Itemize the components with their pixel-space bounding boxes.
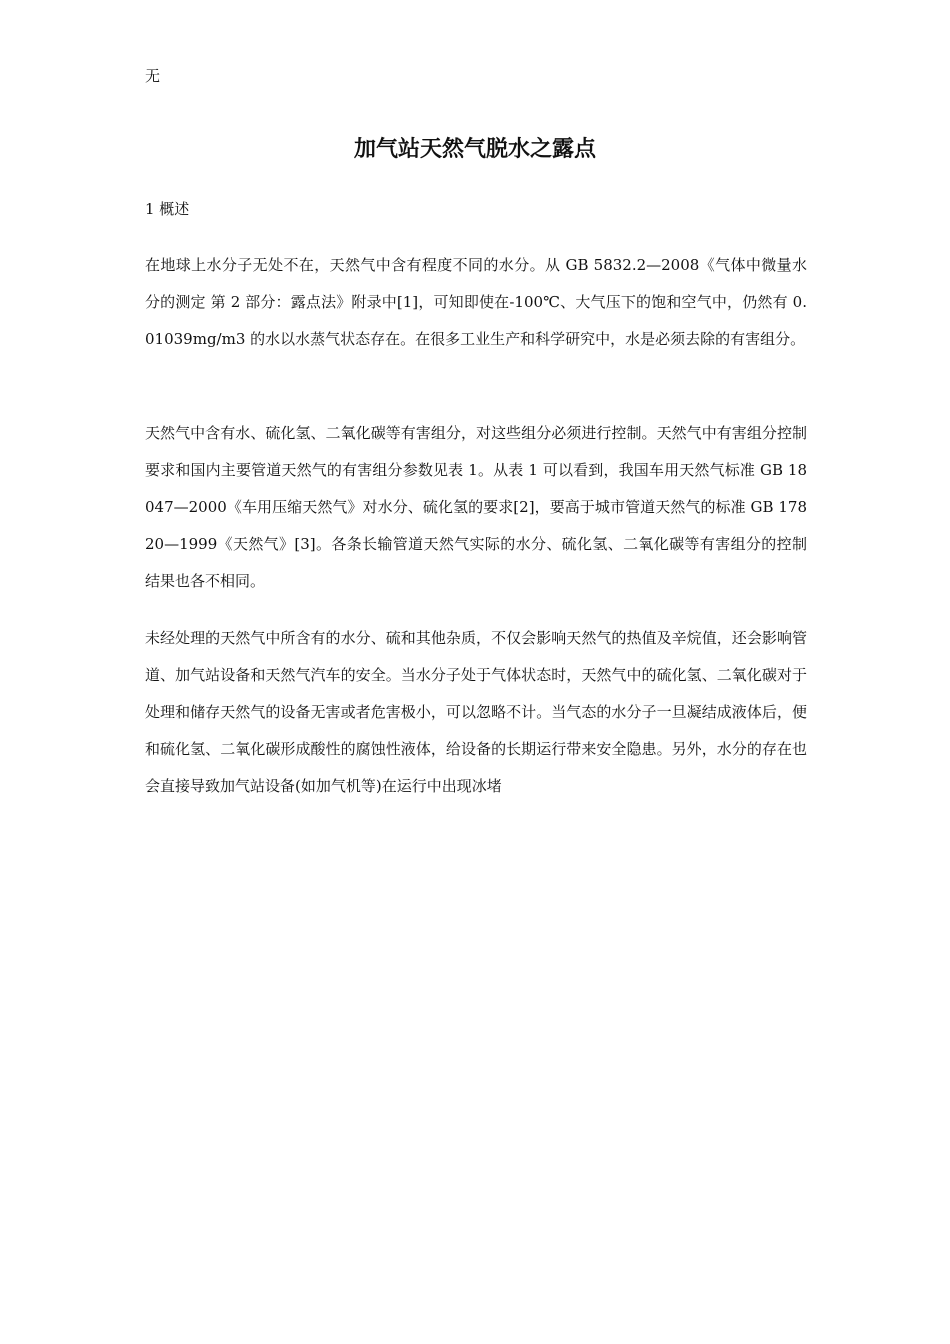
paragraph-2: 天然气中含有水、硫化氢、二氧化碳等有害组分，对这些组分必须进行控制。天然气中有害组分控制要求和国内主要管道天然气的有害组分参数见表 1。从表 1 可以看到，我国车用天然气标准 GB 18047—2000《车用压缩天然气》对水分、硫化氢的要求[2]，要高于城市管道天然气的标准 GB 17820—1999《天然气》[3]。各条长输管道天然气实际的水分、硫化氢、二氧化碳等有害组分的控制结果也各不相同。 [145,424,807,590]
header-note: 无 [145,67,161,85]
paragraph-1: 在地球上水分子无处不在，天然气中含有程度不同的水分。从 GB 5832.2—2008《气体中微量水分的测定 第 2 部分：露点法》附录中[1]，可知即使在-100℃、大气压下的饱和空气中，仍然有 0.01039mg/m3 的水以水蒸气状态存在。在很多工业生产和科学研究中，水是必须去除的有害组分。 [145,256,807,348]
paragraph-3: 未经处理的天然气中所含有的水分、硫和其他杂质，不仅会影响天然气的热值及辛烷值，还会影响管道、加气站设备和天然气汽车的安全。当水分子处于气体状态时，天然气中的硫化氢、二氧化碳对于处理和储存天然气的设备无害或者危害极小，可以忽略不计。当气态的水分子一旦凝结成液体后，便和硫化氢、二氧化碳形成酸性的腐蚀性液体，给设备的长期运行带来安全隐患。另外，水分的存在也会直接导致加气站设备(如加气机等)在运行中出现冰堵 [145,629,807,795]
page-title: 加气站天然气脱水之露点 [353,136,596,162]
section-heading: 1 概述 [145,200,190,218]
